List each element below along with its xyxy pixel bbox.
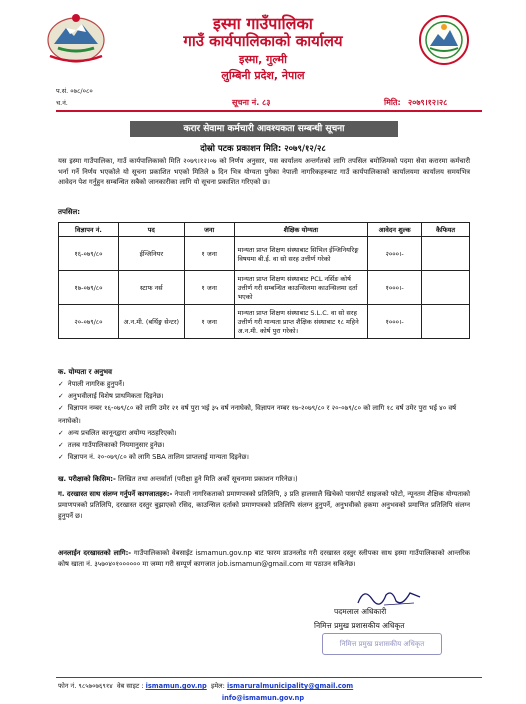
footer-website-link[interactable]: ismamun.gov.np xyxy=(145,682,207,690)
office-name: गाउँ कार्यपालिकाको कार्यालय xyxy=(183,32,343,50)
fiscal-year-ref: प.सं. ०७८/०८० xyxy=(56,87,93,95)
table-header-row xyxy=(59,223,470,237)
table-cell: २०-०७९/८० xyxy=(59,305,119,339)
list-item: ✓ विज्ञापन नं. २०-०७९/८० को लागि SBA तालिम प्राप्तलाई मान्यता दिइनेछ। xyxy=(58,451,470,463)
signatory-name: पदमलाल अधिकारी xyxy=(334,607,387,616)
table-row xyxy=(59,305,470,339)
municipality-name: इस्मा गाउँपालिका xyxy=(213,14,313,33)
footer-email-label: इमेल: xyxy=(210,682,225,690)
notice-number: सूचना नं. ८३ xyxy=(232,98,271,107)
table-cell: १ जना xyxy=(184,237,234,271)
footer-email-link[interactable]: ismaruralmunicipality@gmail.com xyxy=(226,682,354,690)
documents-text: नेपाली नागरिकताको प्रमाणपत्रको प्रतिलिपि, ३ प्रति हालसालै खिचेको पासपोर्ट साइजको फोटो, न्यूनतम शैक्षिक योग्यताको प्रमाणपत्रको प्रतिलिपि, दरखास्त दस्तुर बुझाएको रसिद, काउन्सिल दर्ताको प्रमाणपत्रको प्रतिलिपि संलग्न हुनुपर्ने, अनुभवीको हकमा अनुभवको प्रमाणित प्रतिलिपि संलग्न हुनुपर्ने छ। xyxy=(58,490,470,520)
online-text: गाउँपालिकाको वेबसाईट ismamun.gov.np बाट फारम डाउनलोड गरी दरखास्त दस्तुर स्लीपका साथ इस्मा गाउँपालिकाको आन्तरिक कोष खाता नं. ३५७०४०१०००००० मा जम्मा गरी सम्पूर्ण कागजात job.ismamun@gmail.com मा पठाउन सकिनेछ। xyxy=(58,549,470,568)
table-cell: १६-०७९/८० xyxy=(59,237,119,271)
table-header-cell: पद xyxy=(118,223,184,237)
list-item: ✓ अनुभवीलाई विशेष प्राथमिकता दिइनेछ। xyxy=(58,390,470,402)
footer-website-label: वेब साइट : xyxy=(116,682,144,690)
table-cell xyxy=(422,305,470,339)
exam-type-text: लिखित तथा अन्तर्वार्ता (परीक्षा हुने मिति अर्को सूचनामा प्रकाशन गरिनेछ।) xyxy=(118,475,298,483)
table-header-cell: आवेदन शुल्क xyxy=(368,223,422,237)
table-cell xyxy=(422,271,470,305)
table-cell: १ जना xyxy=(184,271,234,305)
date-value: २०७९।१२।२८ xyxy=(408,98,448,107)
signatory-title: निमित्त प्रमुख प्रशासकीय अधिकृत xyxy=(314,621,405,630)
footer-email-link-2[interactable]: info@ismamun.gov.np xyxy=(221,694,305,702)
table-cell: स्टाफ नर्स xyxy=(118,271,184,305)
header-divider xyxy=(56,110,482,112)
table-cell: १७-०७९/८० xyxy=(59,271,119,305)
list-item: ✓ तलब गाउँपालिकाको नियमानुसार हुनेछ। xyxy=(58,439,470,451)
vacancy-table xyxy=(58,222,470,339)
tapasil-label: तपसिल: xyxy=(58,208,81,216)
documents-label: ग. दरखास्त साथ संलग्न गर्नुपर्ने कागजातहरु:- xyxy=(58,490,173,498)
table-cell: अ.न.मी. (बर्थिङ्ग सेन्टर) xyxy=(118,305,184,339)
section-exam-type xyxy=(58,474,470,485)
section-online-application xyxy=(58,548,470,570)
office-location: इस्मा, गुल्मी xyxy=(239,53,287,66)
table-cell: १ जना xyxy=(184,305,234,339)
section-qualification-heading: क. योग्यता र अनुभव xyxy=(58,368,112,376)
footer-divider xyxy=(56,677,482,678)
notice-title: करार सेवामा कर्मचारी आवश्यकता सम्बन्धी सूचना xyxy=(130,121,398,137)
table-header-cell: कैफियत xyxy=(422,223,470,237)
online-label: अनलाईन दरखास्तको लागि:- xyxy=(58,549,132,557)
section-documents xyxy=(58,489,470,522)
municipality-logo-icon xyxy=(418,14,470,66)
dispatch-no-label: च.नं. xyxy=(56,99,68,107)
table-cell: ईन्जिनियर xyxy=(118,237,184,271)
qualification-list xyxy=(58,378,470,463)
table-row xyxy=(59,237,470,271)
notice-subtitle: दोस्रो पटक प्रकाशन मिति: २०७९/१२/२८ xyxy=(200,144,326,154)
table-cell: २०००।- xyxy=(368,237,422,271)
date-label: मिति: xyxy=(384,98,401,107)
table-cell: १०००।- xyxy=(368,271,422,305)
exam-type-label: ख. परीक्षाको किसिम:- xyxy=(58,475,116,483)
table-header-cell: विज्ञापन नं. xyxy=(59,223,119,237)
intro-paragraph: यस इस्मा गाउँपालिका, गाउँ कार्यपालिकाको मिति २०७९।१२।०७ को निर्णय अनुसार, यस कार्यालय अन्तर्गतको लागि तपसिल बमोजिमको पदमा सेवा करारमा कर्मचारी भर्ना गर्ने निर्णय भएकोले यो सूचना प्रकाशित भएको मितिले ७ दिन भित्र योग्यता पुगेका नेपाली नागरिकहरुबाट गाउँ कार्यपालिकाको कार्यालयमा कार्यालय समयभित्र आवेदन पेश गर्नुहुन सम्बन्धित सबैको जानकारीका लागि यो सूचना प्रकाशित गरिएको छ। xyxy=(58,157,470,186)
table-header-cell: जना xyxy=(184,223,234,237)
list-item: ✓ अन्य प्रचलित कानूनद्वारा अयोग्य नठहरिएको। xyxy=(58,427,470,439)
table-cell: १०००।- xyxy=(368,305,422,339)
signature-icon xyxy=(354,585,424,609)
footer-phone: फोन नं. ९८५७०७६९१४ xyxy=(58,682,113,690)
list-item: ✓ नेपाली नागरिक हुनुपर्ने। xyxy=(58,378,470,390)
table-cell xyxy=(422,237,470,271)
list-item: ✓ विज्ञापन नम्बर १६-०७९/८० को लागि उमेर २१ वर्ष पुरा भई ३५ वर्ष ननाघेको, विज्ञापन नम्बर १७-२०७९/८० र २०-०७९/८० को लागि १८ वर्ष उमेर पुरा भई ४० वर्ष ननाघेको। xyxy=(58,402,470,426)
province-name: लुम्बिनी प्रदेश, नेपाल xyxy=(221,69,305,82)
table-cell: मान्यता प्राप्त शिक्षण संस्थाबाट PCL नर्सिङ कोर्ष उत्तीर्ण गरी सम्बन्धित काउन्सिलमा काउन्सिलमा दर्ता भएको xyxy=(234,271,368,305)
footer-contact xyxy=(58,681,478,691)
table-cell: मान्यता प्राप्त शिक्षण संस्थाबाट S.L.C. वा सो सरह उत्तीर्ण गरी मान्यता प्राप्त शैक्षिक संस्थाबाट १८ महिने अ.न.मी. कोर्ष पुरा गरेको। xyxy=(234,305,368,339)
table-row xyxy=(59,271,470,305)
office-stamp: निमित्त प्रमुख प्रशासकीय अधिकृत xyxy=(322,633,442,655)
table-header-cell: शैक्षिक योग्यता xyxy=(234,223,368,237)
letterhead xyxy=(0,0,526,118)
table-cell: मान्यता प्राप्त शिक्षण संस्थाबाट सिभिल ईन्जिनियरिङ्ग विषयमा बी.ई. वा सो सरह उत्तीर्ण गरेको xyxy=(234,237,368,271)
